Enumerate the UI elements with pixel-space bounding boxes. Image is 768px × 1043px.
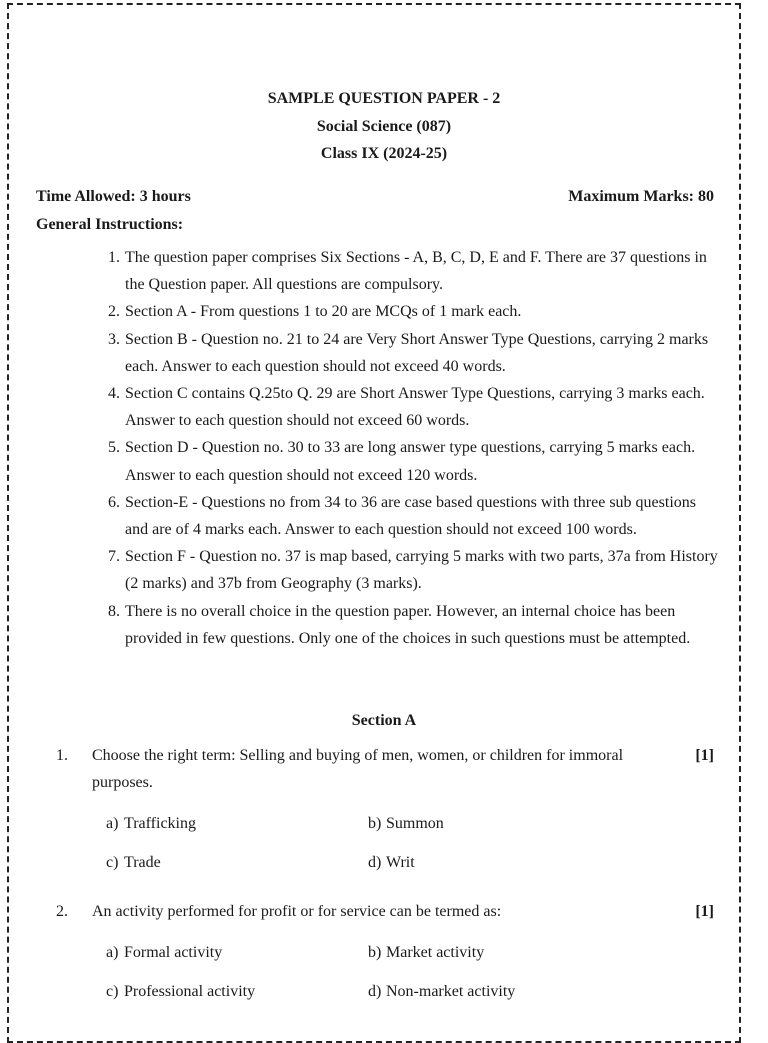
instruction-item [108, 543, 718, 597]
instruction-text: Section F - Question no. 37 is map based, carrying 5 marks with two parts, 37a from History (2 marks) and 37b from Geography (3 marks). [125, 548, 718, 593]
instruction-text: There is no overall choice in the question paper. However, an internal choice has been provided in few questions. Only one of the choices in such questions must be attempted. [125, 602, 691, 647]
option-a [106, 815, 196, 833]
option-d [368, 983, 515, 1001]
option-label: d) [368, 983, 382, 1000]
section-a-heading: Section A [351, 712, 417, 729]
instruction-number: 2. [108, 303, 120, 321]
instruction-text: Section B - Question no. 21 to 24 are Very Short Answer Type Questions, carrying 2 marks each. Answer to each question should not exceed 40 words. [125, 330, 709, 375]
instruction-number: 6. [108, 493, 120, 511]
general-instructions-heading: General Instructions: [36, 216, 184, 233]
option-c [106, 854, 161, 872]
instruction-number: 7. [108, 548, 120, 566]
paper-class: Class IX (2024-25) [320, 145, 448, 162]
option-text: Formal activity [124, 944, 223, 961]
option-text: Non-market activity [386, 983, 516, 1000]
instruction-item [108, 244, 718, 298]
instructions-list [108, 244, 718, 652]
instruction-number: 8. [108, 602, 120, 620]
paper-title: SAMPLE QUESTION PAPER - 2 [267, 90, 501, 107]
instruction-text: Section A - From questions 1 to 20 are MCQs of 1 mark each. [125, 303, 522, 321]
instruction-text: The question paper comprises Six Sections - A, B, C, D, E and F. There are 37 questions in the Question paper. All questions are compulsory. [125, 249, 707, 294]
instruction-number: 1. [108, 249, 120, 266]
option-label: d) [368, 854, 382, 871]
option-text: Trafficking [124, 815, 196, 832]
time-allowed: Time Allowed: 3 hours [36, 188, 191, 205]
option-label: c) [106, 854, 119, 871]
instruction-item [108, 298, 718, 325]
instruction-text: Section D - Question no. 30 to 33 are long answer type questions, carrying 5 marks each. Answer to each question should not exceed 120 words. [125, 439, 696, 484]
option-label: b) [368, 815, 382, 832]
option-c [106, 983, 255, 1001]
instruction-item [108, 598, 718, 652]
instruction-number: 3. [108, 330, 120, 348]
option-text: Summon [386, 815, 444, 832]
question-text: Choose the right term: Selling and buying of men, women, or children for immoral purposes. [92, 747, 624, 791]
paper-subject: Social Science (087) [316, 118, 452, 135]
option-text: Trade [124, 854, 161, 871]
question-marks: [1] [695, 747, 714, 764]
option-label: b) [368, 944, 382, 961]
instruction-item [108, 326, 718, 380]
instruction-number: 4. [108, 385, 120, 403]
instruction-number: 5. [108, 439, 120, 457]
option-d [368, 854, 415, 872]
option-b [368, 815, 444, 833]
option-a [106, 944, 222, 962]
instruction-item [108, 434, 718, 488]
option-label: a) [106, 944, 119, 961]
instruction-text: Section-E - Questions no from 34 to 36 are case based questions with three sub questions and are of 4 marks each. Answer to each question should not exceed 100 words. [125, 493, 696, 539]
maximum-marks: Maximum Marks: 80 [568, 188, 714, 205]
option-label: c) [106, 983, 119, 1000]
instruction-item [108, 380, 718, 434]
option-text: Writ [386, 854, 415, 871]
question-2 [56, 898, 714, 925]
instruction-text: Section C contains Q.25to Q. 29 are Short Answer Type Questions, carrying 3 marks each. Answer to each question should not exceed 60 words. [125, 385, 705, 430]
question-number: 2. [56, 903, 68, 920]
question-number: 1. [56, 747, 68, 764]
option-text: Professional activity [124, 983, 256, 1000]
option-text: Market activity [386, 944, 485, 961]
question-text: An activity performed for profit or for service can be termed as: [92, 903, 502, 920]
instruction-item [108, 489, 718, 543]
question-marks: [1] [695, 903, 714, 920]
option-b [368, 944, 484, 962]
question-1 [56, 742, 714, 796]
option-label: a) [106, 815, 119, 832]
